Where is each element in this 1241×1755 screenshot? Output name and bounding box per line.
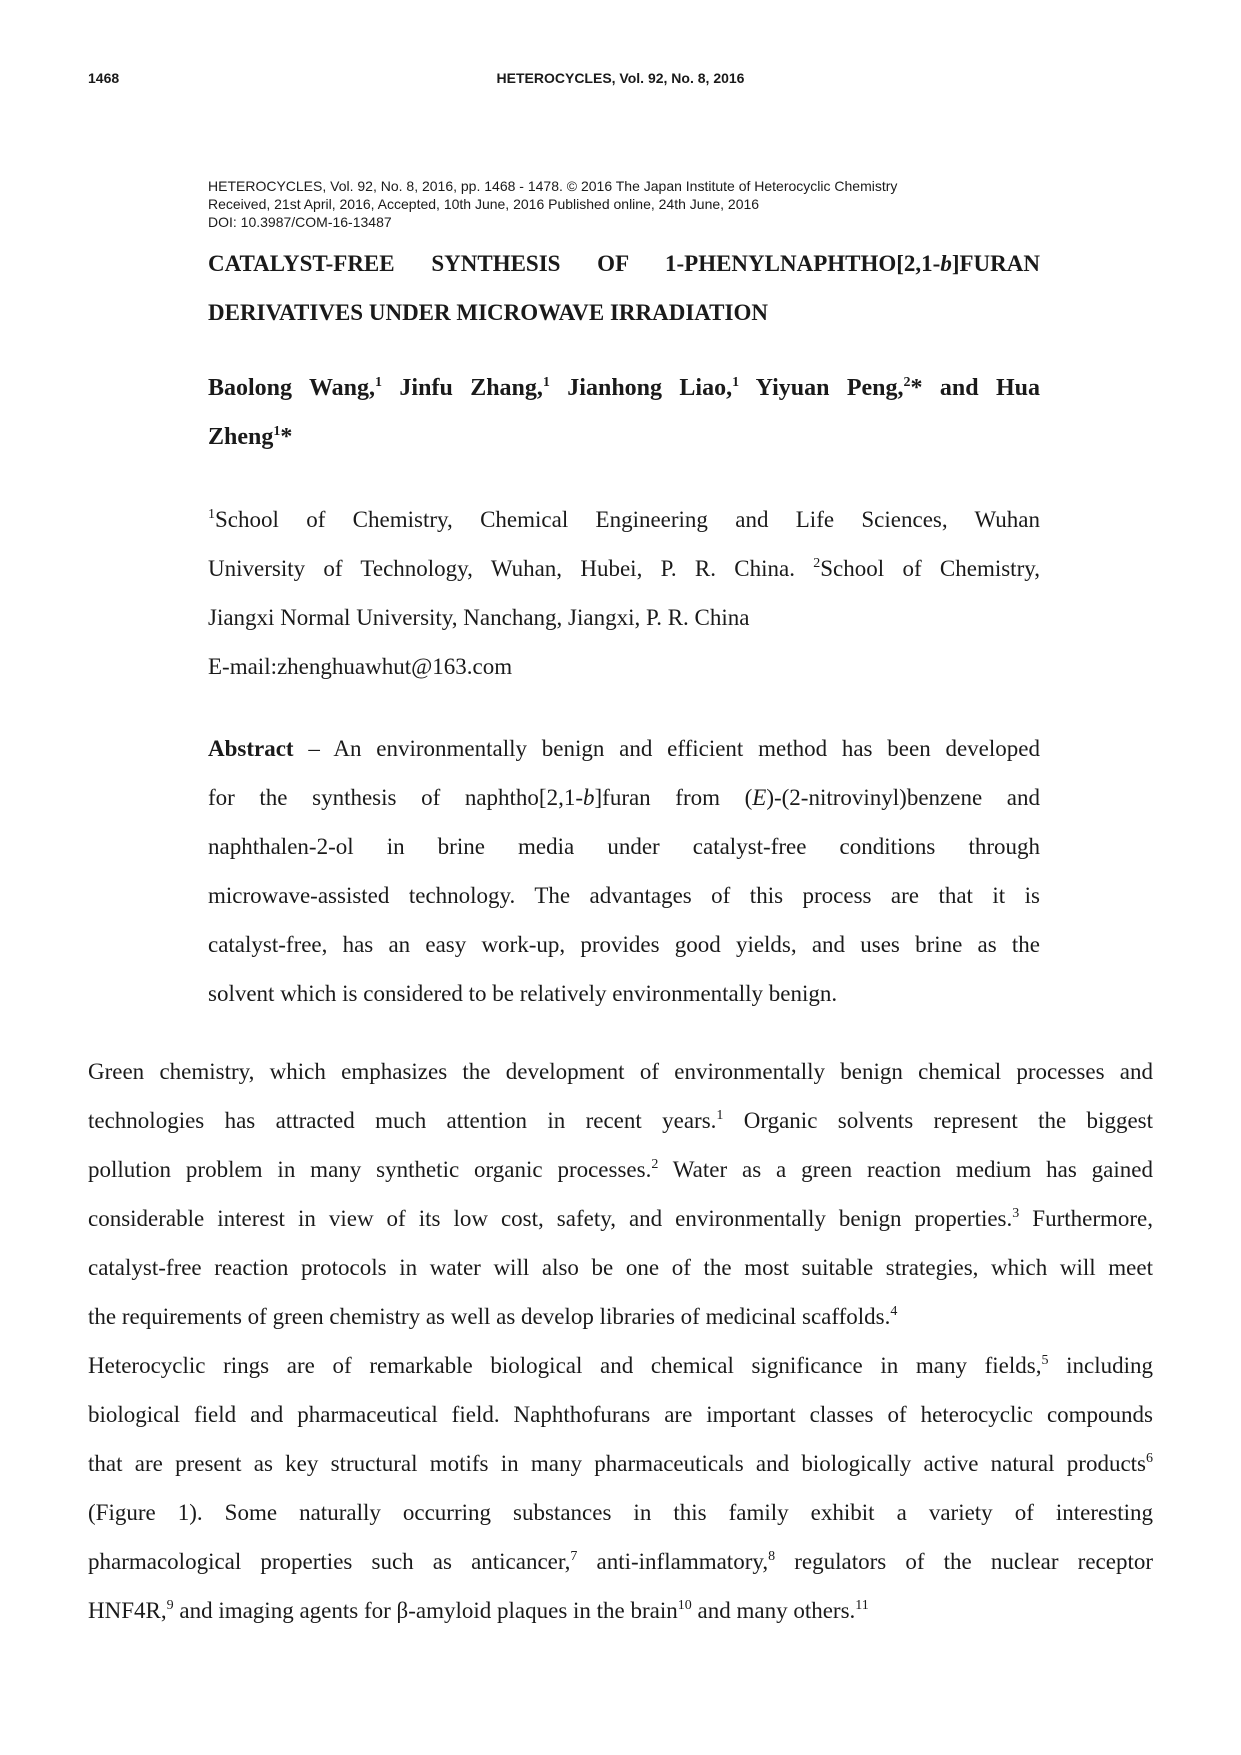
abstract-label: Abstract [208,736,294,761]
running-head: HETEROCYCLES, Vol. 92, No. 8, 2016 [496,70,745,86]
abstract: Abstract – An environmentally benign and efficient method has been developed for the synthesis of naphtho[2,1-b]furan from (E)-(2-nitrovinyl)benzene and naphthalen-2-ol in brine media under catalyst-free conditions through microwave-assisted technology. The advantages of this process are that it is catalyst-free, has an easy work-up, provides good yields, and uses brine as the solvent which is considered to be relatively environmentally benign. [208,736,1040,1006]
paper-title: CATALYST-FREE SYNTHESIS OF 1-PHENYLNAPHTHO[2,1-b]FURAN DERIVATIVES UNDER MICROWAVE IRRADIATION [208,251,1040,325]
citation-block [208,177,897,231]
email-address: E-mail:zhenghuawhut@163.com [208,654,513,679]
citation-doi: DOI: 10.3987/COM-16-13487 [208,214,392,230]
page-number: 1468 [88,70,120,86]
citation-line: HETEROCYCLES, Vol. 92, No. 8, 2016, pp. 1468 - 1478. © 2016 The Japan Institute of Heterocyclic Chemistry [208,178,898,194]
body-text [88,1047,1153,1635]
citation-dates: Received, 21st April, 2016, Accepted, 10th June, 2016 Published online, 24th June, 2016 [208,196,760,212]
affiliations: $^1$School of Chemistry, Chemical Engineering and Life Sciences, Wuhan University of Technology, Wuhan, Hubei, P. R. China. $^2$School of Chemistry, Jiangxi Normal University, Nanchang, Jiangxi, P. R. China E-mail:zhenghuawhut@163.com [208,495,1040,691]
author-list: Baolong Wang,$^1$ Jinfu Zhang,$^1$ Jianhong Liao,$^1$ Yiyuan Peng,$^2$* and Hua Zheng$^1$* [208,375,1041,450]
paragraph: Green chemistry, which emphasizes the development of environmentally benign chemical processes and technologies has attracted much attention in recent years.$^1$ Organic solvents represent the biggest pollution problem in many synthetic organic processes.$^2$ Water as a green reaction medium has gained considerable interest in view of its low cost, safety, and environmentally benign properties.$^3$ Furthermore, catalyst-free reaction protocols in water will also be one of the most suitable strategies, which will meet the requirements of green chemistry as well as develop libraries of medicinal scaffolds.$^4$ [88,1059,1153,1329]
paragraph: Heterocyclic rings are of remarkable biological and chemical significance in many fields,$^5$ including biological field and pharmaceutical field. Naphthofurans are important classes of heterocyclic compounds that are present as key structural motifs in many pharmaceuticals and biologically active natural products$^6$ (Figure 1). Some naturally occurring substances in this family exhibit a variety of interesting pharmacological properties such as anticancer,$^7$ anti-inflammatory,$^8$ regulators of the nuclear receptor HNF4R,$^9$ and imaging agents for β-amyloid plaques in the brain$^{10}$ and many others.$^{11}$ [88,1353,1154,1623]
